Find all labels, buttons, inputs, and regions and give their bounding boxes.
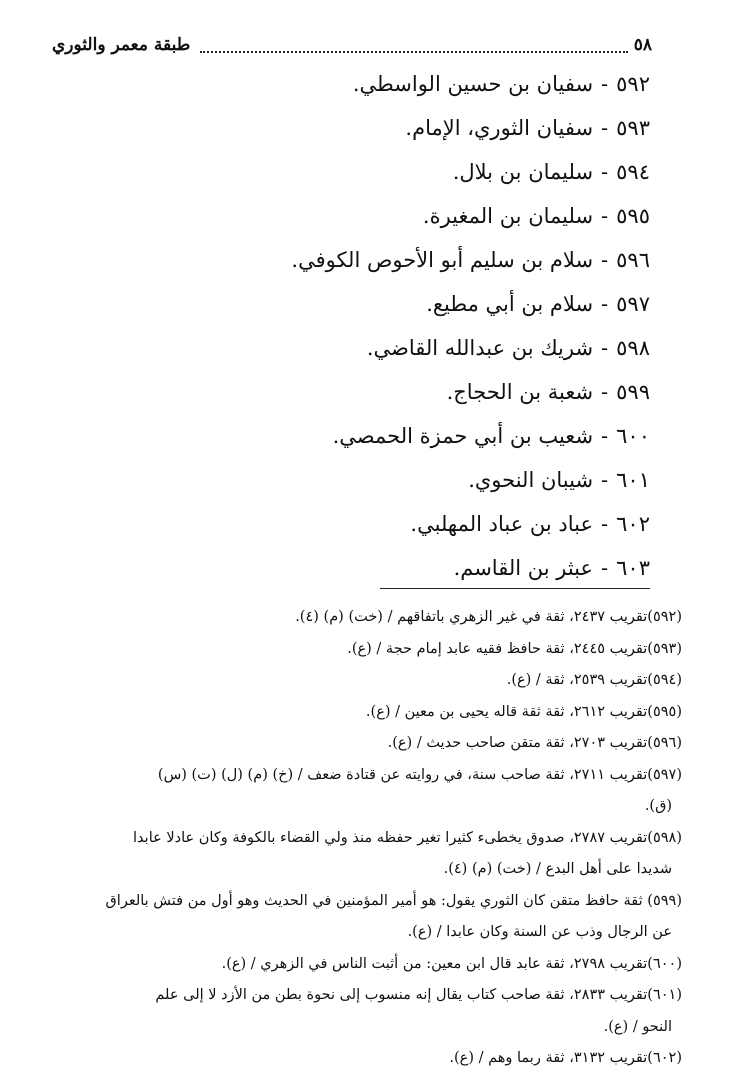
footnote-line: (٥٩٢)تقريب ٢٤٣٧، ثقة في غير الزهري باتفاقهم / (خت) (م) (٤). bbox=[295, 609, 682, 625]
page-number: ٥٨ bbox=[633, 35, 652, 55]
footnote-separator bbox=[380, 588, 650, 589]
footnote-line: عن الرجال وذب عن السنة وكان عابدا / (ع). bbox=[407, 924, 672, 940]
entry-row bbox=[50, 502, 650, 546]
footnote bbox=[62, 634, 682, 666]
entry-dash: - bbox=[601, 72, 609, 96]
footnote-line: (٥٩٦)تقريب ٢٧٠٣، ثقة متقن صاحب حديث / (ع). bbox=[387, 735, 682, 751]
entry-dash: - bbox=[601, 116, 609, 140]
entry-number: ٥٩٥ bbox=[616, 204, 650, 228]
footnote bbox=[62, 980, 682, 1043]
header-leader-dots bbox=[200, 37, 627, 53]
entry-dash: - bbox=[601, 160, 609, 184]
entry-number: ٥٩٩ bbox=[616, 380, 650, 404]
entry-dash: - bbox=[601, 512, 609, 536]
entry-row bbox=[50, 238, 650, 282]
entries-list bbox=[50, 62, 650, 590]
entry-row bbox=[50, 150, 650, 194]
entry-number: ٦٠٢ bbox=[616, 512, 650, 536]
entry-row bbox=[50, 106, 650, 150]
footnote-line: (٦٠٠)تقريب ٢٧٩٨، ثقة عابد قال ابن معين: من أثبت الناس في الزهري / (ع). bbox=[221, 955, 682, 972]
footnote-line: (٥٩٩) ثقة حافظ متقن كان الثوري يقول: هو أمير المؤمنين في الحديث وهو أول من فتش بالعراق bbox=[105, 892, 682, 909]
entry-number: ٥٩٧ bbox=[616, 292, 650, 316]
entry-name: شريك بن عبدالله القاضي. bbox=[366, 336, 594, 360]
entry-row bbox=[50, 282, 650, 326]
entry-name: سفيان بن حسين الواسطي. bbox=[352, 72, 594, 96]
entry-row bbox=[50, 326, 650, 370]
footnote-line: شديدا على أهل البدع / (خت) (م) (٤). bbox=[443, 861, 672, 877]
entry-dash: - bbox=[601, 424, 609, 448]
footnotes-list bbox=[62, 602, 682, 1075]
footnote bbox=[62, 697, 682, 729]
entry-dash: - bbox=[601, 292, 609, 316]
entry-name: سفيان الثوري، الإمام. bbox=[405, 116, 594, 140]
entry-number: ٥٩٨ bbox=[616, 336, 650, 360]
entry-dash: - bbox=[601, 336, 609, 360]
entry-row bbox=[50, 194, 650, 238]
entry-row bbox=[50, 414, 650, 458]
entry-dash: - bbox=[601, 380, 609, 404]
entry-row bbox=[50, 546, 650, 590]
entry-number: ٦٠٠ bbox=[616, 424, 650, 448]
entry-name: شيبان النحوي. bbox=[468, 468, 594, 492]
footnote bbox=[62, 949, 682, 981]
footnote-line: (٥٩٥)تقريب ٢٦١٢، ثقة ثقة قاله يحيى بن معين / (ع). bbox=[365, 703, 682, 720]
running-header bbox=[52, 30, 652, 60]
entry-number: ٥٩٢ bbox=[616, 72, 650, 96]
entry-name: سلام بن أبي مطيع. bbox=[426, 292, 594, 316]
footnote-line: (٥٩٣)تقريب ٢٤٤٥، ثقة حافظ فقيه عابد إمام حجة / (ع). bbox=[347, 640, 682, 657]
footnote-line: (ق). bbox=[644, 798, 672, 814]
footnote bbox=[62, 886, 682, 949]
entry-row bbox=[50, 370, 650, 414]
entry-name: سليمان بن بلال. bbox=[452, 160, 594, 184]
footnote bbox=[62, 760, 682, 823]
entry-dash: - bbox=[601, 556, 609, 580]
footnote bbox=[62, 1043, 682, 1075]
entry-number: ٥٩٣ bbox=[616, 116, 650, 140]
footnote-line: (٥٩٤)تقريب ٢٥٣٩، ثقة / (ع). bbox=[506, 672, 682, 688]
footnote bbox=[62, 665, 682, 697]
entry-number: ٦٠١ bbox=[616, 468, 650, 492]
footnote-line: (٦٠٢)تقريب ٣١٣٢، ثقة ربما وهم / (ع). bbox=[449, 1050, 682, 1066]
footnote bbox=[62, 823, 682, 886]
footnote bbox=[62, 602, 682, 634]
entry-dash: - bbox=[601, 468, 609, 492]
entry-row bbox=[50, 62, 650, 106]
entry-number: ٦٠٣ bbox=[616, 556, 650, 580]
entry-dash: - bbox=[601, 204, 609, 228]
entry-name: سلام بن سليم أبو الأحوص الكوفي. bbox=[291, 248, 594, 272]
entry-number: ٥٩٦ bbox=[616, 248, 650, 272]
entry-name: شعيب بن أبي حمزة الحمصي. bbox=[332, 424, 594, 448]
header-title: طبقة معمر والثوري bbox=[52, 35, 191, 55]
entry-dash: - bbox=[601, 248, 609, 272]
footnote-line: النحو / (ع). bbox=[603, 1018, 672, 1035]
footnote bbox=[62, 728, 682, 760]
entry-name: عباد بن عباد المهلبي. bbox=[410, 512, 594, 536]
entry-name: سليمان بن المغيرة. bbox=[422, 204, 594, 228]
entry-name: شعبة بن الحجاج. bbox=[446, 380, 594, 404]
entry-number: ٥٩٤ bbox=[616, 160, 650, 184]
footnote-line: (٥٩٧)تقريب ٢٧١١، ثقة صاحب سنة، في روايته عن قتادة ضعف / (خ) (م) (ل) (ت) (س) bbox=[157, 766, 682, 783]
entry-row bbox=[50, 458, 650, 502]
footnote-line: (٥٩٨)تقريب ٢٧٨٧، صدوق يخطىء كثيرا تغير حفظه منذ ولي القضاء بالكوفة وكان عادلا عابدا bbox=[133, 829, 682, 846]
footnote-line: (٦٠١)تقريب ٢٨٣٣، ثقة صاحب كتاب يقال إنه منسوب إلى نحوة بطن من الأزد لا إلى علم bbox=[155, 987, 682, 1003]
entry-name: عبثر بن القاسم. bbox=[453, 556, 594, 580]
